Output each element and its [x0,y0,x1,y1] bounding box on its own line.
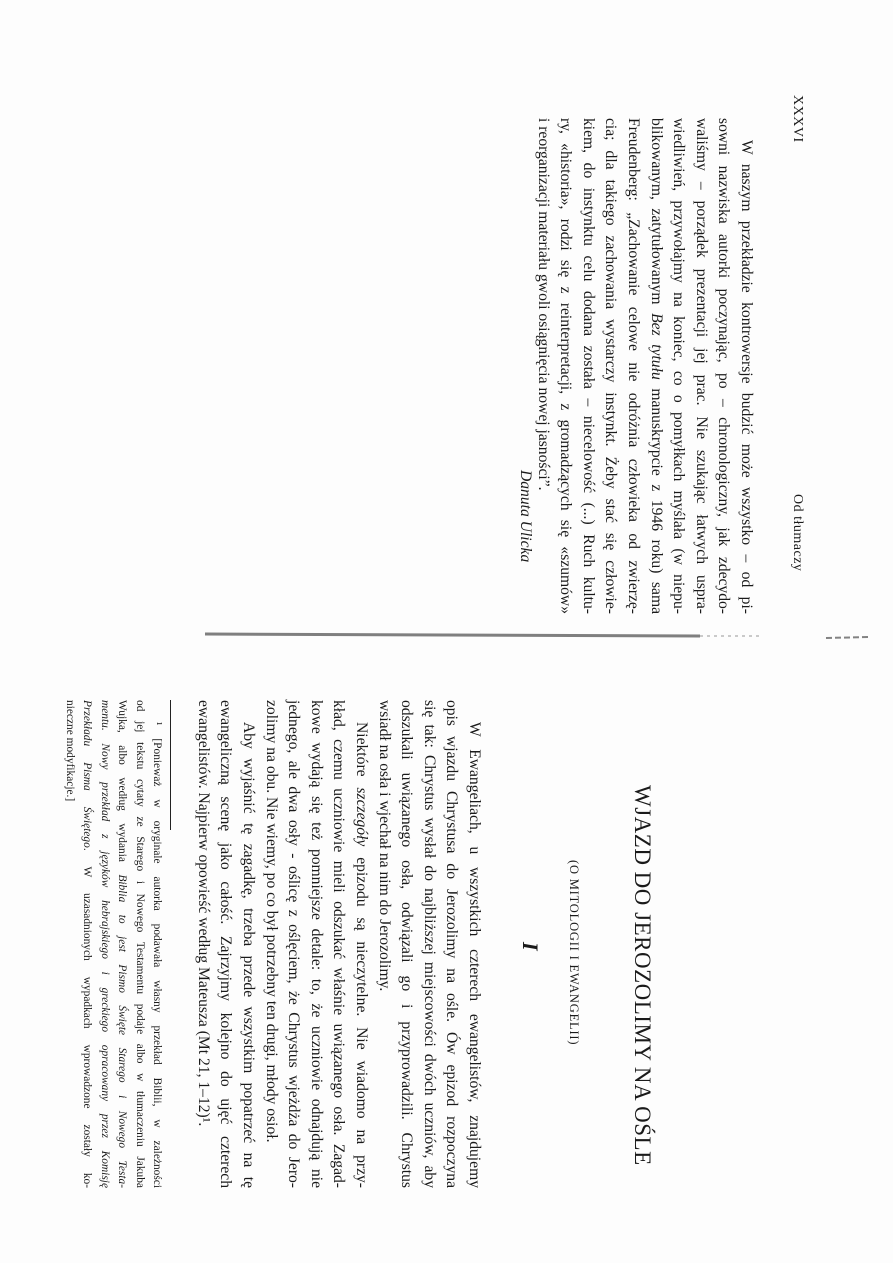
top-page-paragraph [531,118,757,614]
text-line: odszukali uwiązanego osła, odwiązali go i przyprowadzili. Chrystus [398,700,416,1188]
text-line: się tak: Chrystus wysłał do najbliższej miejscowości dwóch uczniów, aby [420,700,438,1188]
text-line-italic-title: blikowanym, zatytułowanym Bez tytułu manuskrypcie z 1946 roku) sama [647,118,665,614]
text-line: wsiadł na osła i wjechał na nim do Jerozolimy. [375,700,393,992]
text-line: ewangeliczną scenę jako całość. Zajrzyjmy kolejno do ujęć czterech [217,700,235,1188]
text-line: jednego, ale dwa osły - oślicę z oślęciem, że Chrystus wjeżdża do Jero- [285,700,303,1188]
text-line: sowni nazwiska autorki poczynając, po – chronologiczny, jak zdecydo- [715,118,733,614]
section-number: I [518,942,543,951]
page-number-header: XXXVI [790,95,805,143]
text-line: cia; dla takiego zachowania wystarczy instynkt. Żeby stać się człowie- [602,118,620,614]
footnote-line-italic: mentu. Nowy przekład z języków hebrajskiego i greckiego opracowany przez Komisję [98,700,111,1188]
text-line: Freudenberg: „Zachowanie celowe nie odróżnia człowieka od zwierzę- [625,118,643,614]
text-line: waliśmy – porządek prezentacji jej prac. Nie szukając łatwych uspra- [692,118,710,614]
chapter-subtitle: (O MITOLOGII I EWANGELII) [567,860,581,1046]
footnote-line-italic: Przekładu Pisma Świętego. W uzasadnionych wypadkach wprowadzone zostały ko- [81,700,94,1189]
text-line: opis wjazdu Chrystusa do Jerozolimy na ośle. Ów epizod rozpoczyna [443,700,461,1188]
footnote-line: ¹ [Ponieważ w oryginale autorka podawała własny przekład Biblii, w zależności [151,722,163,1188]
text-line: W Ewangeliach, u wszystkich czterech ewangelistów, znajdujemy [466,722,483,1188]
text-line: kowe wydają się też pomniejsze detale: to, że uczniowie odnajdują nie [307,700,325,1188]
translator-signature: Danuta Ulicka [517,470,534,563]
bottom-page-body [191,700,485,1188]
text-line: Aby wyjaśnić tę zagadkę, trzeba przede wszystkim popatrzeć na tę [240,722,258,1188]
footnote-line: nieczne modyfikacje.] [63,700,76,802]
text-line: ry, «historia», rodzi się z reinterpretacji, z gromadzących się «szumów» [557,118,575,614]
text-line: kiem, do instynktu celu dodana została – niecelowość (...) Ruch kultu- [579,118,597,614]
chapter-title: WJAZD DO JEROZOLIMY NA OŚLE [630,785,655,1166]
footnote-line-italic: Wujka, albo według wydania Biblia to jest Pismo Święte Starego i Nowego Testa- [116,700,129,1188]
text-line: W naszym przekładzie kontrowersje budzić może wszystko – od pi- [738,140,755,614]
footnote [61,700,165,1188]
text-line: kład, czemu uczniowie mieli odszukać właśnie uwiązanego osła. Zagad- [330,700,348,1188]
running-header: Od tłumaczy [790,494,805,572]
text-line: zolimy na obu. Nie wiemy, po co był potrzebny ten drugi, młody osioł. [262,700,280,1143]
text-line: wiedliwień, przywołajmy na koniec, co o pomyłkach myślała (w niepu- [670,118,688,614]
text-line: ewangelistów. Najpierw opowieść według Mateusza (Mt 21, 1–12)¹. [194,700,212,1127]
text-line-italic-word: Niektóre szczegóły epizodu są nieczytelne. Nie wiadomo na przy- [353,722,371,1188]
footnote-line: od jej tekstu cytaty ze Starego i Nowego Testamentu podaje albo w tłumaczeniu Jakuba [133,700,146,1188]
text-line: i reorganizacji materiału gwoli osiągnięcia nowej jasności”. [534,118,552,491]
footnote-rule [170,700,171,830]
